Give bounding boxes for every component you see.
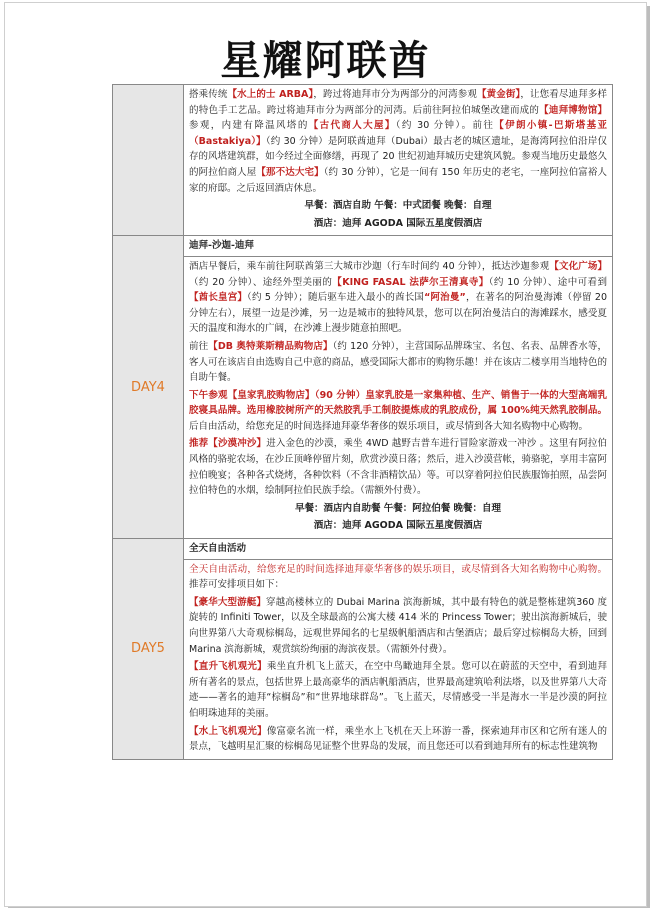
day4-paragraph-3: 下午参观【皇家乳胶购物店】（90 分钟）皇家乳胶是一家集种植、生产、销售于一体的大型高端乳胶寝具品牌。选用橡胶树所产的天然胶乳手工制胶提炼成的乳胶成份，属 100%纯天然乳胶制品。后自由活动，给您充足的时间选择迪拜豪华奢侈的娱乐项目，或尽情到各大知名购物中心购物。 <box>189 389 607 432</box>
highlight-merchant-house: 【古代商人大屋】 <box>308 120 396 132</box>
day5-heading: 全天自由活动 <box>184 539 613 560</box>
highlight-culture-square: 【文化广场】 <box>549 260 607 272</box>
day5-content-cell <box>184 559 613 759</box>
day4-heading-row <box>113 236 613 257</box>
day5-paragraph-2: 【豪华大型游艇】穿越高楼林立的 Dubai Marina 滨海新城，其中最有特色的就是整栋建筑360 度旋转的 Infiniti Tower，以及全球最高的公寓大楼 414 米的 Princess Tower；驶出滨海新城后，驶向世界第八大奇观棕榈岛，远观世界闻名的七星级帆船酒店和古堡酒店；最后穿过棕榈岛大桥，回到 Marina 滨海新城，观赏缤纷绚丽的海滨夜景。（需额外付费）。 <box>189 596 608 655</box>
day4-hotel: 酒店：迪拜 AGODA 国际五星度假酒店 <box>313 520 483 532</box>
highlight-king-faisal-mosque: 【KING FASAL 法萨尔王清真寺】 <box>332 276 489 288</box>
document-title: 星耀阿联酋 <box>220 37 431 84</box>
day5-heading-row <box>113 539 613 560</box>
day5-content-row <box>113 559 613 759</box>
highlight-emir-palace: 【酋长皇宫】 <box>189 292 248 304</box>
day3-content-row <box>113 85 613 236</box>
highlight-latex-store: 【皇家乳胶购物店】（90 分钟） <box>227 389 366 401</box>
highlight-desert-safari: 推荐【沙漠冲沙】 <box>189 438 267 450</box>
day5-paragraph-3: 【直升飞机观光】乘坐直升机飞上蓝天，在空中鸟瞰迪拜全景。您可以在蔚蓝的天空中，看到迪拜所有著名的景点，包括世界上最高豪华的酒店帆船酒店，世界最高建筑哈利法塔，以及世界第八大奇迹——著名的迪拜“棕榈岛”和“世界地球群岛”。飞上蓝天，尽情感受一半是海水一半是沙漠的阿拉伯明珠迪拜的美丽。 <box>189 661 608 719</box>
day3-hotel: 酒店：迪拜 AGODA 国际五星度假酒店 <box>313 217 483 229</box>
highlight-abra: 【水上的士 ARBA】 <box>227 89 314 100</box>
day4-heading: 迪拜-沙迦-迪拜 <box>184 236 613 257</box>
itinerary-table <box>112 84 613 760</box>
day4-content-cell <box>184 256 613 538</box>
day5-paragraph-1: 全天自由活动，给您充足的时间选择迪拜豪华奢侈的娱乐项目，或尽情到各大知名购物中心购物。推荐可安排项目如下： <box>189 563 607 591</box>
day4-label: DAY4 <box>113 236 184 539</box>
highlight-dubai-museum: 【迪拜博物馆】 <box>539 104 607 116</box>
highlight-helicopter: 【直升飞机观光】 <box>189 661 267 673</box>
day3-label-cell <box>113 85 184 236</box>
day4-paragraph-1: 酒店早餐后，乘车前往阿联酋第三大城市沙迦（行车时间约 40 分钟），抵达沙迦参观【文化广场】（约 20 分钟）、途经外型美丽的【KING FASAL 法萨尔王清真寺】（约 10 分钟）、途中可看到【酋长皇宫】（约 5 分钟）；随后驱车进入最小的酋长国“阿治曼”，在著名的阿治曼海滩（停留 20 分钟左右），展望一边是沙滩，另一边是城市的独特风景，您可以在阿治曼洁白的海滩踩水，感受夏天的温度和海水的广阔，在沙滩上漫步随意拍照吧。 <box>189 260 607 335</box>
highlight-outlet-store: 【DB 奥特莱斯精品购物店】 <box>208 340 333 352</box>
highlight-seaplane: 【水上飞机观光】 <box>189 725 267 737</box>
day3-paragraph: 搭乘传统【水上的士 ARBA】，跨过将迪拜市分为两部分的河湾参观【黄金街】，让您看尽迪拜多样的特色手工艺品。跨过将迪拜市分为两部分的河湾。后前往阿拉伯城堡改建而成的【迪拜博物馆】参观，内建有降温风塔的【古代商人大屋】（约 30 分钟）。前往【伊朗小镇-巴斯塔基亚（Bastakiya）】（约 30 分钟）是阿联酋迪拜（Dubai）最古老的城区遗址，是海湾阿拉伯沿岸仅存的风塔建筑群，如今经过全面修缮，再现了 20 世纪初迪拜城历史建筑风貌。参观当地历史最悠久的阿拉伯商人屋【那不达大宅】（约 30 分钟），它是一间有 150 年历史的老宅，一座阿拉伯富裕人家的府邸。之后返回酒店休息。 <box>189 89 608 194</box>
highlight-bastakiya: 【伊朗小镇-巴斯塔基亚（Bastakiya）】 <box>189 120 607 147</box>
day4-meals: 早餐：酒店内自助餐 午餐：阿拉伯餐 晚餐：自理 <box>294 502 502 514</box>
day4-content-row <box>113 256 613 538</box>
highlight-nabda-house: 【那不达大宅】 <box>256 166 324 178</box>
day4-paragraph-2: 前往【DB 奥特莱斯精品购物店】（约 120 分钟），主营国际品牌珠宝、名包、名表、品牌香水等，客人可在该店自由选购自己中意的商品，感受国际大都市的购物乐趣！并在该店二楼享用当地特色的自助午餐。 <box>189 340 608 384</box>
highlight-yacht: 【豪华大型游艇】 <box>189 596 266 608</box>
day4-paragraph-4: 推荐【沙漠冲沙】进入金色的沙漠，乘坐 4WD 越野吉普车进行冒险家游戏一冲沙 。这里有阿拉伯风格的骆驼农场，在沙丘顶峰停留片刻，欣赏沙漠日落；然后，进入沙漠营帐，骑骆驼，享用丰富阿拉伯晚宴；各种各式烧烤，各种饮料（不含非酒精饮品）等。可以穿着阿拉伯民族服饰拍照，品尝阿拉伯特色的水烟，绘制阿拉伯民族手绘。（需额外付费）。 <box>189 438 608 497</box>
highlight-gold-souk: 【黄金街】 <box>477 89 521 100</box>
day3-meals: 早餐：酒店自助 午餐：中式团餐 晚餐：自理 <box>304 200 492 212</box>
highlight-ajman: “阿治曼” <box>424 292 466 304</box>
day5-label: DAY5 <box>113 539 184 760</box>
day3-content-cell <box>184 85 613 236</box>
day5-paragraph-4: 【水上飞机观光】像富豪名流一样，乘坐水上飞机在天上环游一番，探索迪拜市区和它所有迷人的景点，飞越明星汇聚的棕榈岛见证整个世界岛的发展，而且您还可以看到迪拜所有的标志性建筑物 <box>189 725 607 753</box>
